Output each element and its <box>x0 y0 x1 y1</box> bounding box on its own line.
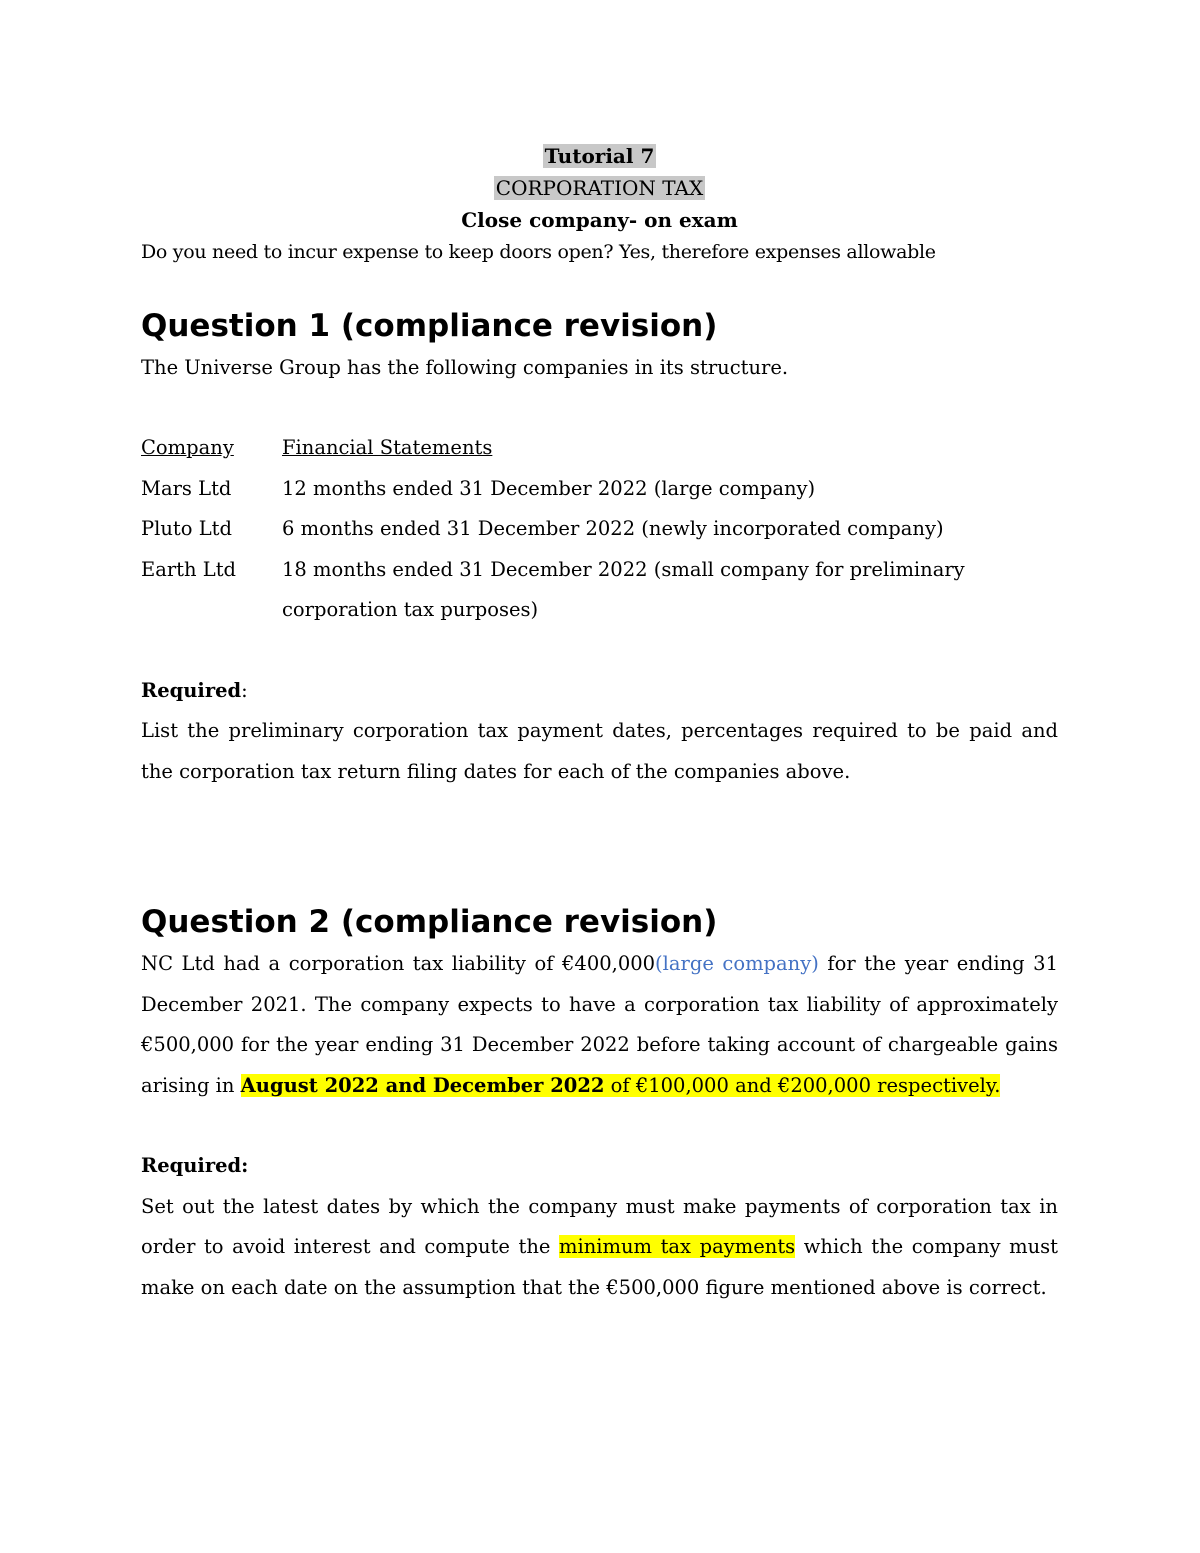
question-1-required-label: Required: <box>141 678 248 702</box>
companies-table <box>141 428 1058 631</box>
question-1-intro: The Universe Group has the following companies in its structure. <box>141 356 789 379</box>
highlighted-minimum-payments: minimum tax payments <box>558 1235 796 1258</box>
intro-note: Do you need to incur expense to keep doors open? Yes, therefore expenses allowable <box>141 241 936 263</box>
question-1-required-text: List the preliminary corporation tax payment dates, percentages required to be paid and the corporation tax return filing dates for each of the companies above. <box>141 719 1058 783</box>
title-block <box>141 140 1058 236</box>
question-2-heading: Question 2 (compliance revision) <box>141 904 718 940</box>
table-row <box>141 469 1058 510</box>
company-cell: Earth Ltd <box>141 557 237 581</box>
financial-statements-column-header: Financial Statements <box>282 436 493 459</box>
document-title: Tutorial 7 <box>544 144 655 168</box>
company-column-header: Company <box>141 436 234 459</box>
statements-cell: 6 months ended 31 December 2022 (newly incorporated company) <box>282 517 944 540</box>
question-2-required-label: Required: <box>141 1154 249 1177</box>
company-cell: Mars Ltd <box>141 476 232 500</box>
close-company-note: Close company- on exam <box>461 208 738 232</box>
table-row <box>141 550 1058 631</box>
highlighted-dates: August 2022 and December 2022 <box>240 1073 605 1097</box>
question-1-heading: Question 1 (compliance revision) <box>141 308 718 344</box>
statements-cell: 12 months ended 31 December 2022 (large company) <box>282 476 816 500</box>
document-page <box>141 140 1058 1308</box>
company-cell: Pluto Ltd <box>141 517 232 540</box>
highlighted-amounts: of €100,000 and €200,000 respectively. <box>604 1073 1001 1097</box>
question-2-required-text: Set out the latest dates by which the company must make payments of corporation tax in order to avoid interest and compute the minimum tax payments which the company must make on each date on the assumption that the €500,000 figure mentioned above is correct. <box>141 1194 1058 1299</box>
table-header-row <box>141 428 1058 469</box>
document-subtitle: CORPORATION TAX <box>495 176 704 200</box>
question-2-paragraph: NC Ltd had a corporation tax liability of €400,000(large company) for the year ending 31 December 2021. The company expects to have a corporation tax liability of approximately €500,000 for the year ending 31 December 2022 before taking account of chargeable gains arising in August 2022 and December 2022 of €100,000 and €200,000 respectively. <box>141 952 1058 1097</box>
subtitle-line <box>141 172 1058 204</box>
large-company-note: (large company) <box>655 952 819 975</box>
table-row <box>141 509 1058 550</box>
statements-cell: 18 months ended 31 December 2022 (small company for preliminary corporation tax purposes) <box>282 557 965 621</box>
title-line <box>141 140 1058 172</box>
